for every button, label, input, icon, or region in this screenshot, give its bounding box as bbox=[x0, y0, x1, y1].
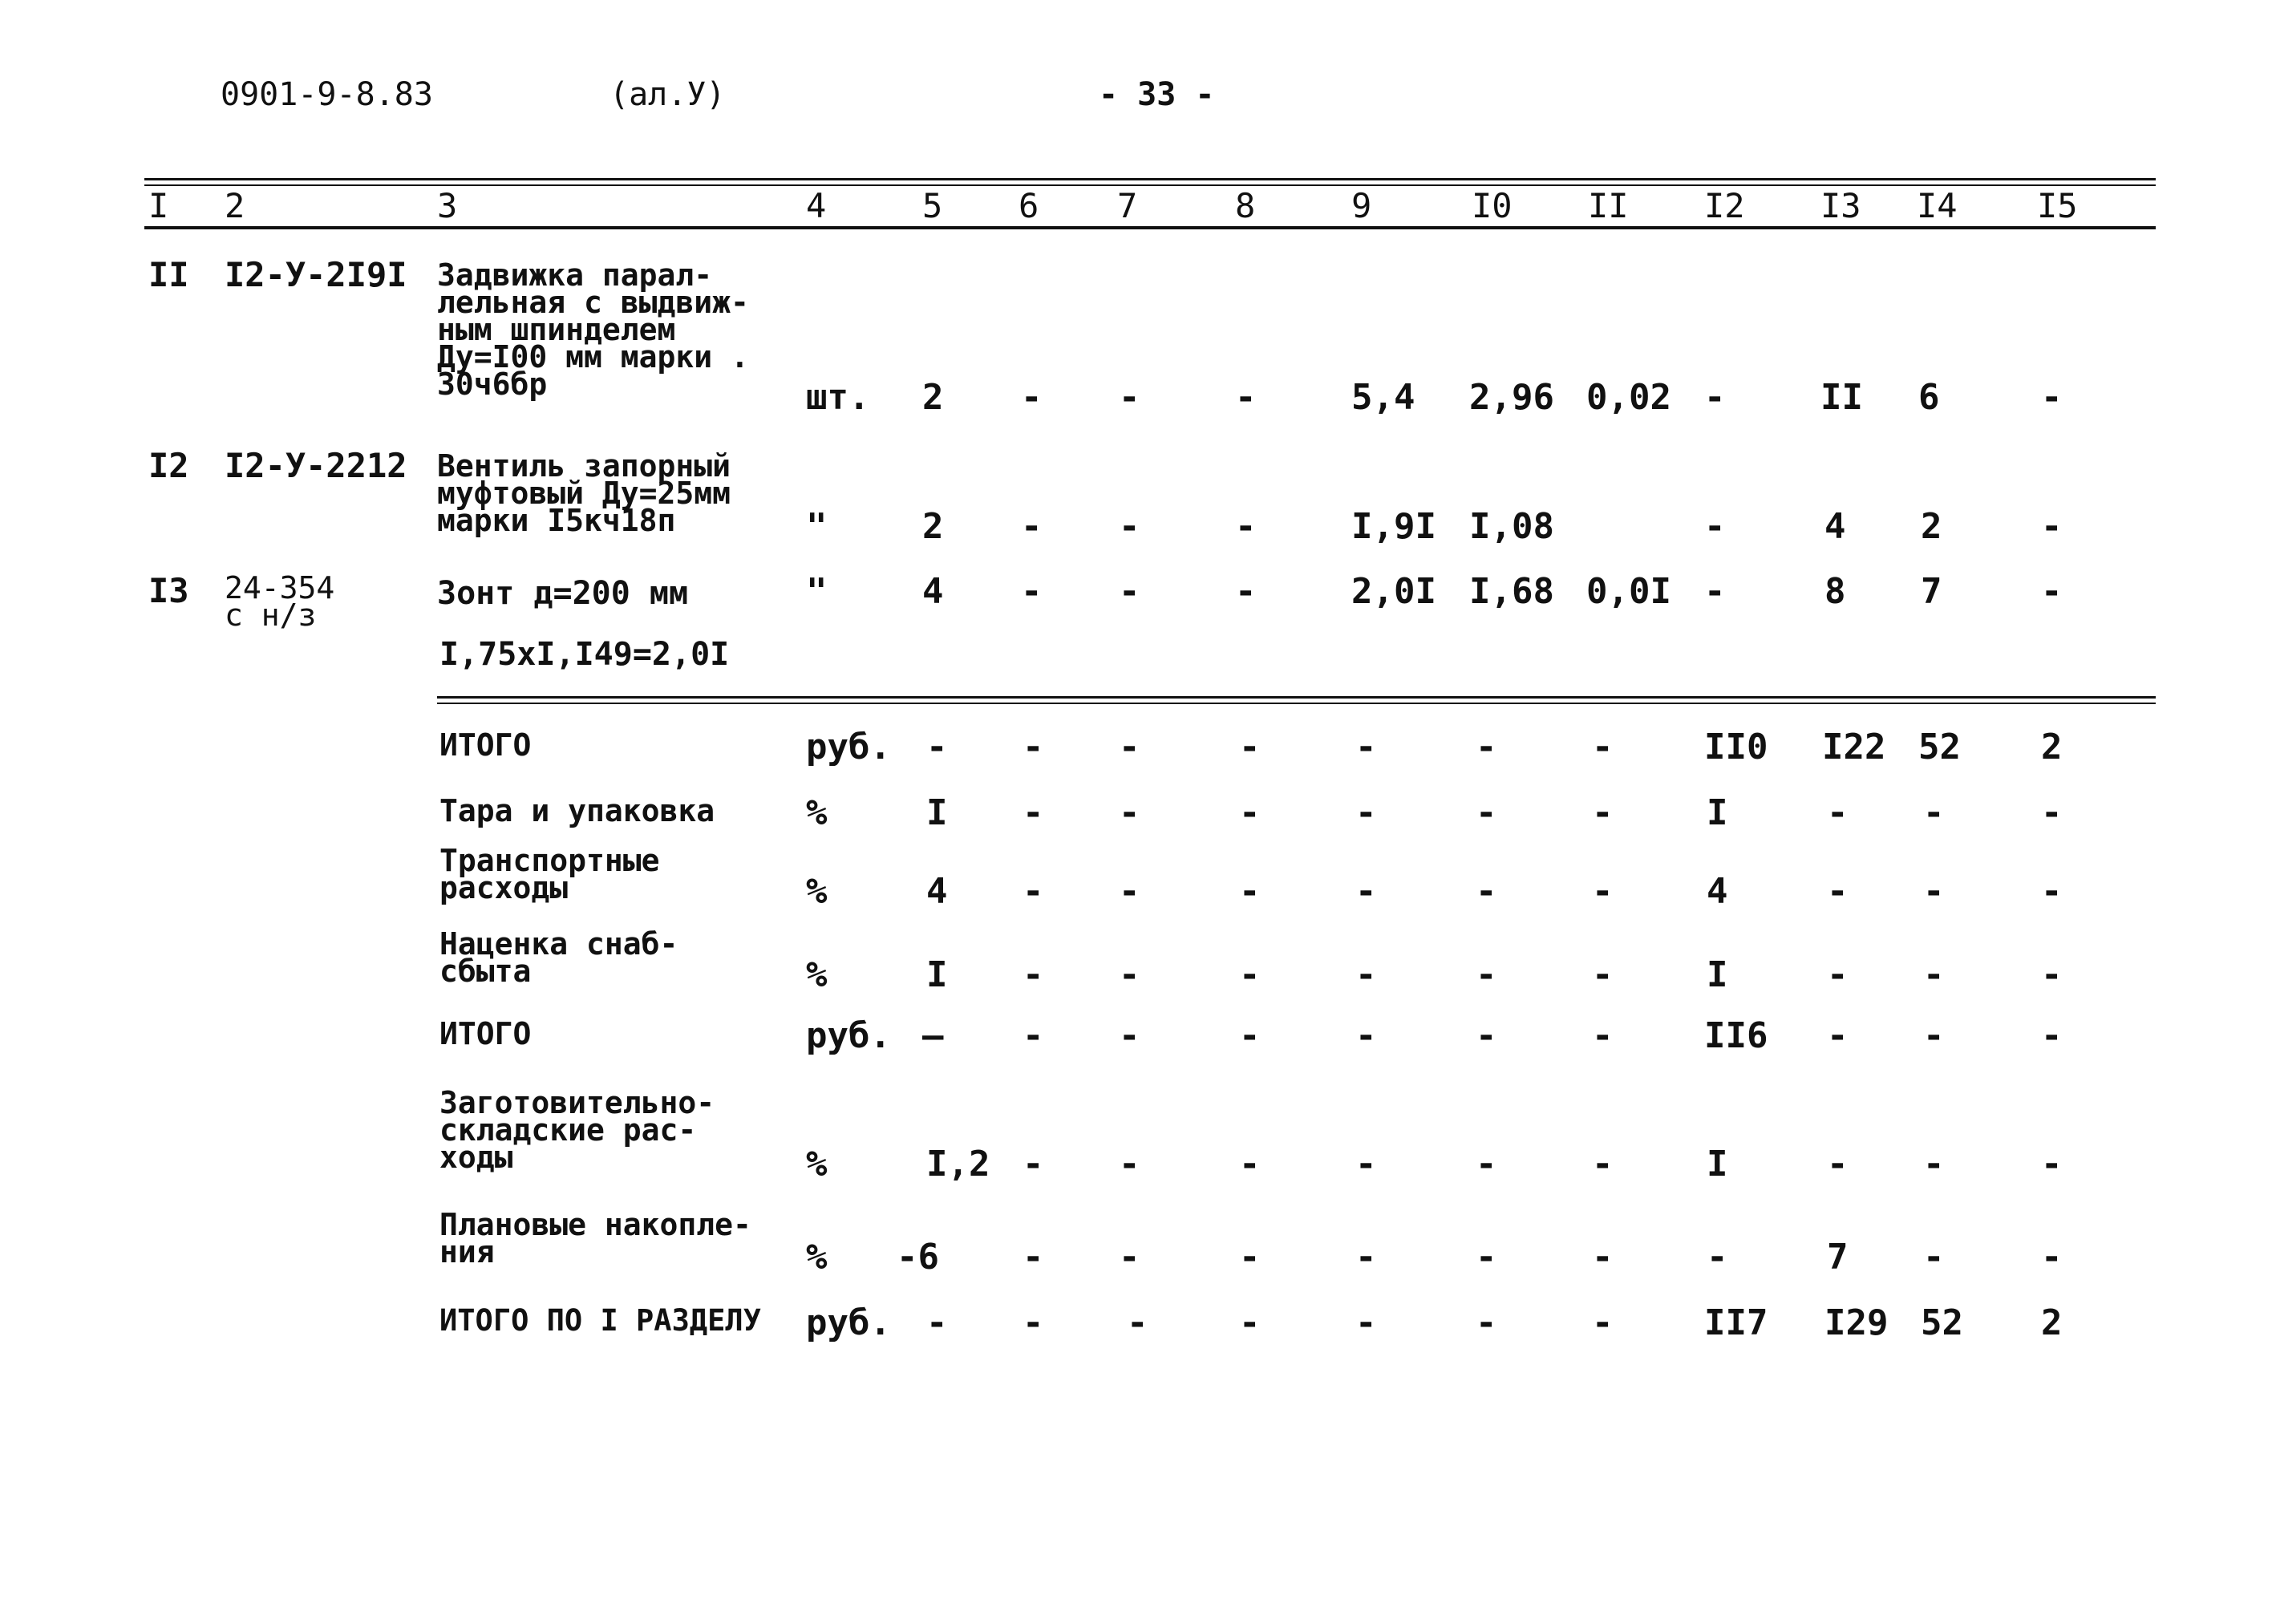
col-header-4: 4 bbox=[806, 186, 827, 225]
totals-col12: I bbox=[1707, 954, 1728, 995]
totals-col12: 4 bbox=[1707, 871, 1728, 912]
col-header-11: II bbox=[1588, 186, 1629, 225]
row-col5: 2 bbox=[922, 506, 944, 547]
row-unit: " bbox=[806, 506, 828, 547]
page-number: - 33 - bbox=[1099, 76, 1215, 113]
totals-col6: - bbox=[1023, 1302, 1044, 1343]
col-header-3: 3 bbox=[437, 186, 458, 225]
row-col15: - bbox=[2041, 506, 2063, 547]
row-col13: 4 bbox=[1824, 506, 1846, 547]
totals-col14: - bbox=[1923, 1237, 1945, 1278]
totals-col12: II7 bbox=[1704, 1302, 1768, 1343]
totals-col10: - bbox=[1476, 1302, 1497, 1343]
totals-col14: - bbox=[1923, 871, 1945, 912]
totals-col7: - bbox=[1119, 1015, 1140, 1056]
totals-col6: - bbox=[1023, 1237, 1044, 1278]
totals-col9: - bbox=[1355, 727, 1377, 767]
col-header-5: 5 bbox=[922, 186, 943, 225]
totals-col5: I bbox=[926, 792, 948, 833]
totals-col13: I29 bbox=[1824, 1302, 1889, 1343]
totals-col12: II0 bbox=[1704, 727, 1768, 767]
totals-col5: I,2 bbox=[926, 1144, 990, 1185]
row-formula: I,75xI,I49=2,0I bbox=[439, 636, 730, 673]
row-number: I3 bbox=[148, 571, 189, 610]
row-col8: - bbox=[1235, 571, 1257, 612]
totals-col12: I bbox=[1707, 1144, 1728, 1185]
totals-unit: % bbox=[806, 792, 828, 833]
totals-col10: - bbox=[1476, 1015, 1497, 1056]
totals-col12: - bbox=[1707, 1237, 1728, 1278]
totals-col14: - bbox=[1923, 792, 1945, 833]
row-col13: II bbox=[1820, 377, 1863, 418]
totals-col15: - bbox=[2041, 1015, 2063, 1056]
totals-col5: -6 bbox=[897, 1237, 939, 1278]
totals-col10: - bbox=[1476, 1237, 1497, 1278]
totals-col11: - bbox=[1592, 1237, 1614, 1278]
totals-col13: - bbox=[1827, 871, 1849, 912]
totals-col8: - bbox=[1239, 871, 1261, 912]
totals-col13: 7 bbox=[1827, 1237, 1849, 1278]
totals-unit: % bbox=[806, 871, 828, 912]
row-col8: - bbox=[1235, 506, 1257, 547]
album-label: (ал.У) bbox=[609, 76, 726, 113]
totals-col14: - bbox=[1923, 1144, 1945, 1185]
row-col10: I,08 bbox=[1469, 506, 1554, 547]
totals-col11: - bbox=[1592, 727, 1614, 767]
row-col7: - bbox=[1119, 377, 1140, 418]
col-header-1: I bbox=[148, 186, 169, 225]
row-col7: - bbox=[1119, 571, 1140, 612]
col-header-9: 9 bbox=[1351, 186, 1372, 225]
row-col14: 2 bbox=[1921, 506, 1942, 547]
totals-col8: - bbox=[1239, 1144, 1261, 1185]
totals-label: Транспортные расходы bbox=[439, 843, 660, 905]
totals-unit: руб. bbox=[806, 1302, 891, 1343]
row-col10: I,68 bbox=[1469, 571, 1554, 612]
col-header-8: 8 bbox=[1235, 186, 1256, 225]
col-header-7: 7 bbox=[1117, 186, 1138, 225]
row-description: Задвижка парал- лельная с выдвиж- ным шпинделем Ду=I00 мм марки . 30ч6бр bbox=[437, 257, 749, 402]
row-col6: - bbox=[1021, 506, 1043, 547]
totals-col7: - bbox=[1127, 1302, 1148, 1343]
totals-col10: - bbox=[1476, 727, 1497, 767]
totals-label: Заготовительно- складские рас- ходы bbox=[439, 1085, 715, 1175]
totals-col13: - bbox=[1827, 954, 1849, 995]
row-col12: - bbox=[1704, 377, 1726, 418]
totals-col7: - bbox=[1119, 871, 1140, 912]
totals-col9: - bbox=[1355, 954, 1377, 995]
totals-col8: - bbox=[1239, 727, 1261, 767]
totals-col7: - bbox=[1119, 1237, 1140, 1278]
row-col5: 4 bbox=[922, 571, 944, 612]
totals-col9: - bbox=[1355, 1144, 1377, 1185]
col-header-12: I2 bbox=[1704, 186, 1745, 225]
row-col15: - bbox=[2041, 571, 2063, 612]
totals-top-rule bbox=[437, 696, 2156, 699]
row-col9: 2,0I bbox=[1351, 571, 1436, 612]
row-col12: - bbox=[1704, 571, 1726, 612]
doc-code: 0901-9-8.83 bbox=[221, 76, 433, 113]
totals-col15: - bbox=[2041, 792, 2063, 833]
totals-col6: - bbox=[1023, 727, 1044, 767]
totals-label: Наценка снаб- сбыта bbox=[439, 926, 678, 989]
totals-col13: I22 bbox=[1822, 727, 1886, 767]
totals-col15: - bbox=[2041, 871, 2063, 912]
totals-col13: - bbox=[1827, 1144, 1849, 1185]
row-description: Зонт д=200 мм bbox=[437, 575, 689, 612]
row-col14: 6 bbox=[1918, 377, 1940, 418]
totals-unit: руб. bbox=[806, 1015, 891, 1056]
totals-col8: - bbox=[1239, 954, 1261, 995]
totals-col14: 52 bbox=[1921, 1302, 1963, 1343]
totals-unit: % bbox=[806, 954, 828, 995]
totals-col10: - bbox=[1476, 792, 1497, 833]
totals-col6: - bbox=[1023, 792, 1044, 833]
totals-col5: - bbox=[926, 727, 948, 767]
row-col10: 2,96 bbox=[1469, 377, 1554, 418]
totals-col15: - bbox=[2041, 1144, 2063, 1185]
totals-col9: - bbox=[1355, 792, 1377, 833]
row-col5: 2 bbox=[922, 377, 944, 418]
row-col11: 0,0I bbox=[1586, 571, 1671, 612]
totals-label: Плановые накопле- ния bbox=[439, 1207, 751, 1270]
totals-col14: - bbox=[1923, 1015, 1945, 1056]
totals-col9: - bbox=[1355, 1015, 1377, 1056]
totals-col9: - bbox=[1355, 1237, 1377, 1278]
totals-unit: % bbox=[806, 1237, 828, 1278]
totals-col6: - bbox=[1023, 1144, 1044, 1185]
totals-col7: - bbox=[1119, 954, 1140, 995]
row-col11: 0,02 bbox=[1586, 377, 1671, 418]
totals-col5: I bbox=[926, 954, 948, 995]
totals-col5: - bbox=[926, 1302, 948, 1343]
totals-col8: - bbox=[1239, 1302, 1261, 1343]
row-col6: - bbox=[1021, 377, 1043, 418]
row-unit: шт. bbox=[806, 377, 870, 418]
totals-col6: - bbox=[1023, 871, 1044, 912]
row-col14: 7 bbox=[1921, 571, 1942, 612]
totals-col13: - bbox=[1827, 1015, 1849, 1056]
totals-col15: - bbox=[2041, 1237, 2063, 1278]
totals-col11: - bbox=[1592, 871, 1614, 912]
row-col12: - bbox=[1704, 506, 1726, 547]
col-header-2: 2 bbox=[225, 186, 245, 225]
totals-col11: - bbox=[1592, 792, 1614, 833]
totals-col7: - bbox=[1119, 792, 1140, 833]
row-col15: - bbox=[2041, 377, 2063, 418]
totals-col7: - bbox=[1119, 727, 1140, 767]
row-col9: I,9I bbox=[1351, 506, 1436, 547]
totals-col11: - bbox=[1592, 1144, 1614, 1185]
totals-col5: — bbox=[922, 1015, 944, 1056]
totals-label: ИТОГО bbox=[439, 727, 532, 763]
totals-col9: - bbox=[1355, 1302, 1377, 1343]
row-number: II bbox=[148, 255, 189, 294]
col-header-15: I5 bbox=[2037, 186, 2078, 225]
totals-col10: - bbox=[1476, 954, 1497, 995]
totals-col14: 52 bbox=[1918, 727, 1961, 767]
totals-col8: - bbox=[1239, 792, 1261, 833]
totals-col15: - bbox=[2041, 954, 2063, 995]
row-col6: - bbox=[1021, 571, 1043, 612]
totals-col14: - bbox=[1923, 954, 1945, 995]
totals-unit: % bbox=[806, 1144, 828, 1185]
totals-col8: - bbox=[1239, 1237, 1261, 1278]
row-code: I2-У-2I9I bbox=[225, 255, 407, 294]
totals-col6: - bbox=[1023, 1015, 1044, 1056]
totals-col9: - bbox=[1355, 871, 1377, 912]
totals-col12: I bbox=[1707, 792, 1728, 833]
totals-col12: II6 bbox=[1704, 1015, 1768, 1056]
totals-col10: - bbox=[1476, 1144, 1497, 1185]
row-unit: " bbox=[806, 571, 828, 612]
totals-label: ИТОГО ПО I РАЗДЕЛУ bbox=[439, 1303, 761, 1338]
totals-col11: - bbox=[1592, 1015, 1614, 1056]
totals-col6: - bbox=[1023, 954, 1044, 995]
table-top-rule bbox=[144, 178, 2156, 180]
col-header-13: I3 bbox=[1820, 186, 1861, 225]
totals-col11: - bbox=[1592, 954, 1614, 995]
row-code: I2-У-2212 bbox=[225, 446, 407, 485]
row-description: Вентиль запорный муфтовый Ду=25мм марки I5кч18п bbox=[437, 448, 731, 538]
row-col8: - bbox=[1235, 377, 1257, 418]
row-col9: 5,4 bbox=[1351, 377, 1415, 418]
totals-top-rule-2 bbox=[437, 703, 2156, 704]
col-header-14: I4 bbox=[1917, 186, 1958, 225]
totals-col8: - bbox=[1239, 1015, 1261, 1056]
totals-col5: 4 bbox=[926, 871, 948, 912]
totals-col15: 2 bbox=[2041, 1302, 2063, 1343]
row-code: 24-354 с н/з bbox=[225, 570, 335, 633]
header-bottom-rule bbox=[144, 226, 2156, 229]
totals-col15: 2 bbox=[2041, 727, 2063, 767]
totals-unit: руб. bbox=[806, 727, 891, 767]
totals-label: ИТОГО bbox=[439, 1016, 532, 1051]
totals-col7: - bbox=[1119, 1144, 1140, 1185]
totals-label: Тара и упаковка bbox=[439, 793, 715, 828]
totals-col13: - bbox=[1827, 792, 1849, 833]
row-col7: - bbox=[1119, 506, 1140, 547]
row-number: I2 bbox=[148, 446, 189, 485]
totals-col10: - bbox=[1476, 871, 1497, 912]
col-header-10: I0 bbox=[1472, 186, 1513, 225]
row-col13: 8 bbox=[1824, 571, 1846, 612]
totals-col11: - bbox=[1592, 1302, 1614, 1343]
col-header-6: 6 bbox=[1019, 186, 1039, 225]
